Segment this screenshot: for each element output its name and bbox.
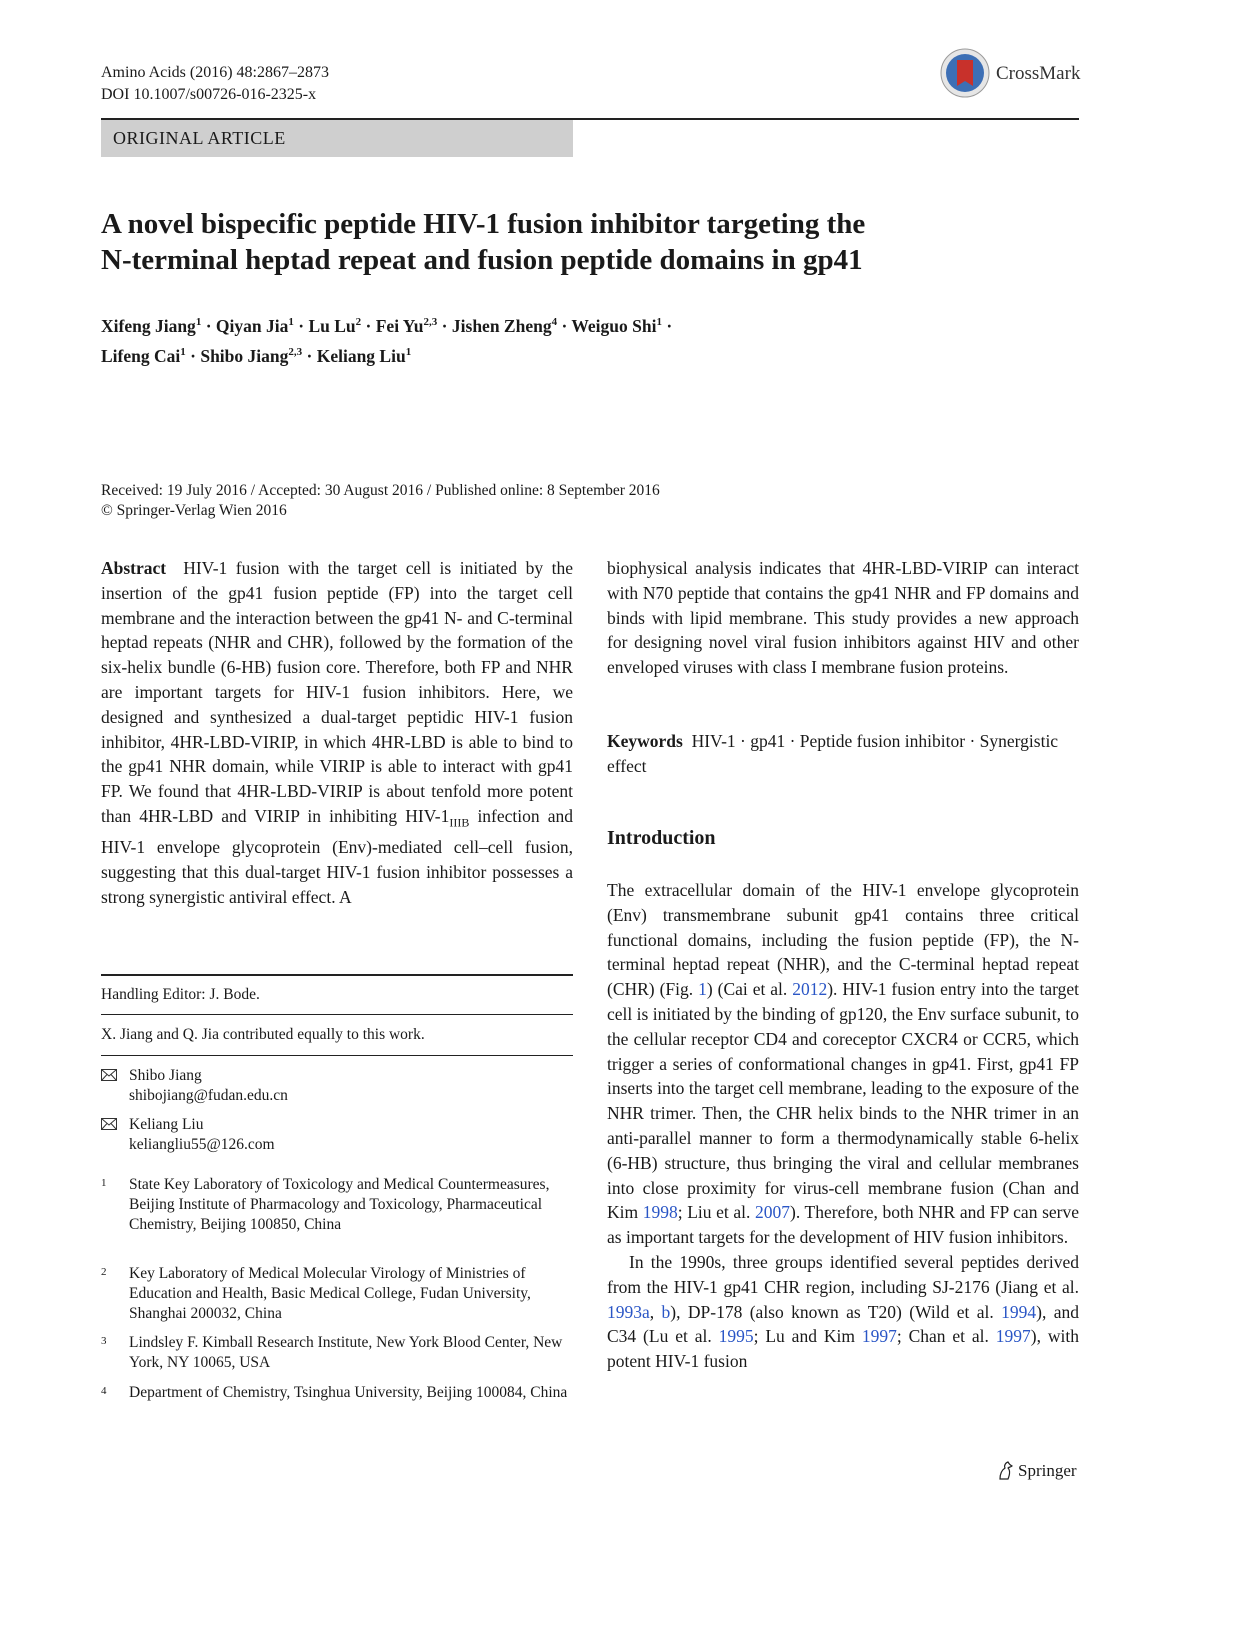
crossmark-icon [940,48,990,98]
title-line: N-terminal heptad repeat and fusion peptide domains in gp41 [101,244,863,276]
keywords-label: Keywords [607,731,683,751]
affiliation-number: 3 [101,1335,107,1347]
author-name: Lifeng Cai [101,345,181,366]
abstract-subscript: IIIB [449,815,470,830]
history-line: Received: 19 July 2016 / Accepted: 30 August 2016 / Published online: 8 September 2016 [101,482,660,499]
paragraph-text: ), DP-178 (also known as T20) (Wild et al. [670,1301,1002,1322]
author[interactable] [308,316,361,336]
paragraph-text: ; Liu et al. [677,1202,756,1223]
abstract-continued [607,556,1079,680]
abstract-text-cont: infection and HIV-1 envelope glycoprotein (Env)-mediated cell–cell fusion, suggesting that this dual-target HIV-1 fusion inhibitor possesses a strong synergistic antiviral effect. A [101,805,574,907]
citation-link[interactable]: 1997 [995,1326,1031,1347]
author-affiliation-mark: 1 [180,345,186,358]
paragraph-text: ). HIV-1 fusion entry into the target cell is initiated by the binding of gp120, the Env surface subunit, to the cellular receptor CD4 and coreceptor CXCR4 or CCR5, which trigger a series of conformational changes in gp41. First, gp41 FP inserts into the target cell membrane, leading to the exposure of the NHR trimer. Then, the CHR helix binds to the NHR trimer in an anti-parallel manner to form a thermodynamically stable 6-helix (6-HB) structure, thus bringing the viral and cellular membranes into close proximity for virus-cell membrane fusion (Chan and Kim [607,979,1080,1223]
author-affiliation-mark: 2 [355,316,362,328]
citation-link[interactable]: 1993a [607,1301,650,1322]
introduction-body [607,878,1079,1374]
introduction-paragraph [607,1250,1079,1374]
contact-email[interactable]: shibojiang@fudan.edu.cn [129,1087,288,1104]
author-name: Xifeng Jiang [101,315,196,336]
paragraph-text: , [649,1301,662,1322]
author-name: Weiguo Shi [571,315,657,336]
affiliation-number: 2 [101,1266,107,1278]
citation-link[interactable]: 2007 [755,1202,791,1223]
equal-contribution-note: X. Jiang and Q. Jia contributed equally to this work. [101,1026,425,1043]
contact-entry [101,1115,573,1159]
author-name: Jishen Zheng [451,315,552,336]
abstract-text: HIV-1 fusion with the target cell is initiated by the insertion of the gp41 fusion peptide (FP) into the target cell membrane and the interaction between the gp41 N- and C-terminal heptad repeats (NHR and CHR), followed by the formation of the six-helix bundle (6-HB) fusion core. Therefore, both FP and NHR are important targets for HIV-1 fusion inhibitors. Here, we designed and synthesized a dual-target peptidic HIV-1 fusion inhibitor, 4HR-LBD-VIRIP, in which 4HR-LBD is able to bind to the gp41 NHR domain, while VIRIP is able to interact with gp41 FP. We found that 4HR-LBD-VIRIP is about tenfold more potent than 4HR-LBD and VIRIP in inhibiting HIV-1 [101,558,574,826]
footnote-divider [101,1014,573,1015]
journal-citation [101,62,329,106]
author[interactable] [452,316,557,336]
article-type-band [101,120,573,157]
springer-horse-icon [996,1461,1014,1481]
author[interactable] [216,316,294,336]
abstract-continued-text: biophysical analysis indicates that 4HR-LBD-VIRIP can interact with N70 peptide that contains the gp41 NHR and FP domains and binds with lipid membrane. This study provides a new approach for designing novel viral fusion inhibitors against HIV and other enveloped viruses with class I membrane fusion proteins. [607,558,1079,678]
author-affiliation-mark: 1 [405,345,412,358]
author-name: Lu Lu [308,315,356,336]
contact-name: Shibo Jiang [129,1067,202,1084]
citation-link[interactable]: 1997 [861,1326,897,1347]
keywords [607,729,1079,779]
author-affiliation-mark: 4 [551,316,558,328]
author-name: Keliang Liu [316,345,406,366]
title-line: A novel bispecific peptide HIV-1 fusion inhibitor targeting the [101,208,866,240]
paragraph-text: ) (Cai et al. [706,979,793,1000]
citation-link[interactable]: 1 [698,979,707,1000]
doi-line[interactable]: DOI 10.1007/s00726-016-2325-x [101,86,317,103]
author-affiliation-mark: 1 [195,316,202,328]
author[interactable] [376,316,438,336]
author[interactable] [101,346,186,366]
publisher-name: Springer [1018,1461,1077,1480]
citation-link[interactable]: 2012 [792,979,828,1000]
citation-link[interactable]: 1994 [1001,1301,1037,1322]
paragraph-text: ), with potent HIV-1 fusion [607,1326,1079,1372]
publisher-footer [996,1459,1086,1485]
contact-email[interactable]: keliangliu55@126.com [129,1136,275,1153]
introduction-paragraph [607,878,1079,1250]
paragraph-text: ). Therefore, both NHR and FP can serve as important targets for the development of HIV fusion inhibitors. [607,1202,1079,1248]
footnote-divider [101,1055,573,1056]
abstract [101,556,573,910]
author[interactable] [200,346,302,366]
handling-editor: Handling Editor: J. Bode. [101,986,260,1003]
paragraph-text: ), and C34 (Lu et al. [607,1301,1079,1347]
author[interactable] [571,316,662,336]
crossmark-label: CrossMark [996,63,1081,84]
author-affiliation-mark: 2,3 [423,316,438,328]
author[interactable] [317,346,411,366]
citation-link[interactable]: b [661,1301,671,1322]
paragraph-text: In the 1990s, three groups identified several peptides derived from the HIV-1 gp41 CHR region, including SJ-2176 (Jiang et al. [607,1251,1079,1297]
affiliation-text: Lindsley F. Kimball Research Institute, New York Blood Center, New York, NY 10065, USA [129,1334,563,1371]
envelope-icon [101,1118,117,1130]
author-affiliation-mark: 1 [656,316,662,328]
contact-entry [101,1066,573,1110]
author[interactable] [101,316,201,336]
author-name: Shibo Jiang [200,345,289,366]
copyright-line: © Springer-Verlag Wien 2016 [101,502,287,519]
author-affiliation-mark: 2,3 [288,345,303,358]
author-name: Qiyan Jia [215,315,289,336]
keywords-text: HIV-1 · gp41 · Peptide fusion inhibitor · Synergistic effect [607,731,1059,776]
paragraph-text: ; Chan et al. [896,1326,996,1347]
affiliation-text: State Key Laboratory of Toxicology and Medical Countermeasures, Beijing Institute of Pharmacology and Toxicology, Pharmaceutical Chemistry, Beijing 100850, China [129,1176,550,1233]
paragraph-text: ; Lu and Kim [753,1326,862,1347]
article-title [101,206,1001,278]
affiliation-number: 1 [101,1177,107,1189]
affiliation-text: Department of Chemistry, Tsinghua University, Beijing 100084, China [129,1384,568,1401]
envelope-icon [101,1069,117,1081]
citation-link[interactable]: 1995 [718,1326,754,1347]
affiliation-number: 4 [101,1385,107,1397]
article-type-label: ORIGINAL ARTICLE [113,128,286,148]
crossmark-badge[interactable] [940,48,1080,102]
author-affiliation-mark: 1 [288,316,294,328]
abstract-label: Abstract [101,558,167,578]
author-list: Xifeng Jiang$^1$ · Qiyan Jia$^1$ · Lu $Lu^2$ · Fei Yu$^{2,3}$ · Jishen Zheng$^4$ · Weiguo Shi$^1$ · Lifeng Cai$^1$ · Shibo Jiang$^{2,3}$ · Keliang Liu$^1$ [101,315,673,366]
publication-dates [101,481,801,521]
affiliation-text: Key Laboratory of Medical Molecular Virology of Ministries of Education and Health, Basic Medical College, Fudan University, Shanghai 200032, China [129,1265,531,1322]
journal-line: Amino Acids (2016) 48:2867–2873 [101,64,329,81]
author-name: Fei Yu [375,315,424,336]
paragraph-text: The extracellular domain of the HIV-1 envelope glycoprotein (Env) transmembrane subunit gp41 contains three critical functional domains, including the fusion peptide (FP), the N-terminal heptad repeat (NHR), and the C-terminal heptad repeat (CHR) (Fig. [607,880,1079,1000]
citation-link[interactable]: 1998 [642,1202,678,1223]
footnote-rule [101,974,573,976]
contact-name: Keliang Liu [129,1116,204,1133]
introduction-heading: Introduction [607,827,716,849]
